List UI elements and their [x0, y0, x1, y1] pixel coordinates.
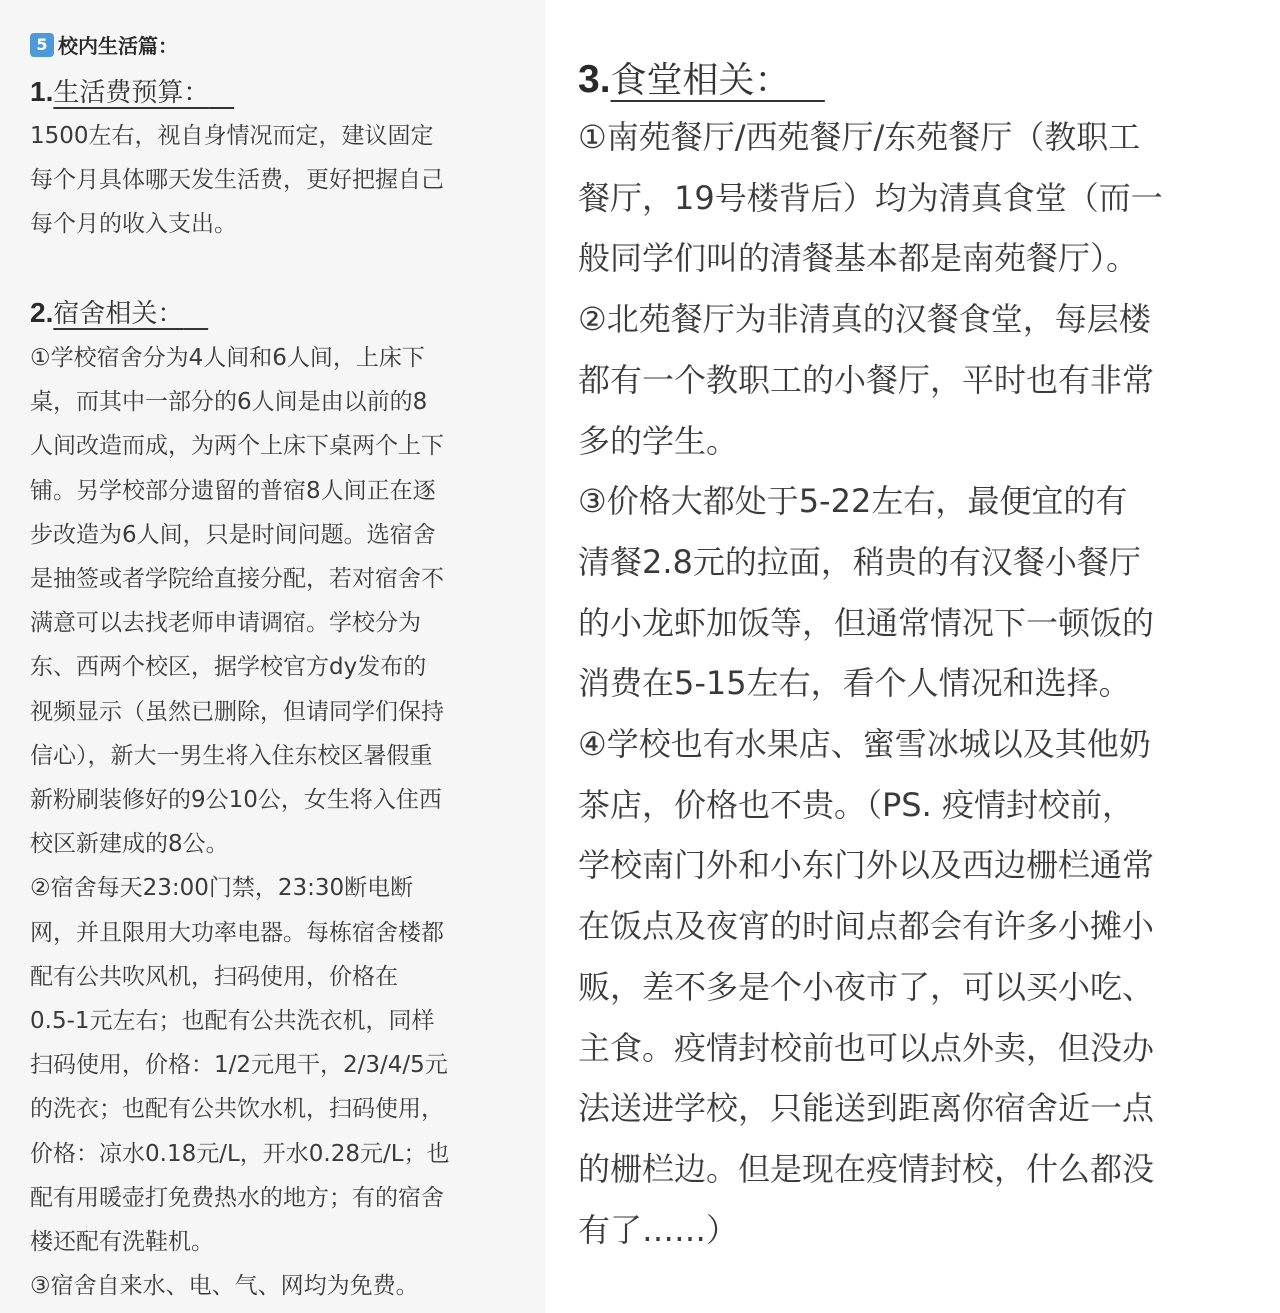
left-panel: [0, 0, 545, 1313]
dorm-paragraph: [30, 336, 520, 1308]
number-five-badge-icon: 5: [30, 33, 54, 57]
text-line: 0.5-1元左右；也配有公共洗衣机，同样: [30, 1008, 435, 1035]
text-line: ①南苑餐厅/西苑餐厅/东苑餐厅（教职工: [578, 118, 1141, 156]
dorm-heading-number: 2.: [30, 297, 54, 328]
text-line: 主食。疫情封校前也可以点外卖，但没办: [578, 1028, 1155, 1067]
text-line: 满意可以去找老师申请调宿。学校分为: [30, 610, 421, 637]
text-line: 配有公共吹风机，扫码使用，价格在: [30, 963, 398, 990]
text-line: 网，并且限用大功率电器。每栋宿舍楼都: [30, 919, 444, 946]
canteen-heading: [578, 52, 825, 103]
text-line: 步改造为6人间，只是时间问题。选宿舍: [30, 521, 436, 548]
text-line: 的小龙虾加饭等，但通常情况下一顿饭的: [578, 603, 1155, 642]
text-line: 校区新建成的8公。: [30, 831, 229, 858]
text-line: 东、西两个校区，据学校官方dy发布的: [30, 654, 427, 681]
dorm-heading: [30, 293, 208, 330]
text-line: 贩，差不多是个小夜市了，可以买小吃、: [578, 967, 1155, 1006]
text-line: 般同学们叫的清餐基本都是南苑餐厅）。: [578, 239, 1139, 278]
text-line: 桌，而其中一部分的6人间是由以前的8: [30, 389, 428, 416]
text-line: ③宿舍自来水、电、气、网均为免费。: [30, 1273, 419, 1300]
text-line: 信心），新大一男生将入住东校区暑假重: [30, 742, 433, 769]
budget-heading-number: 1.: [30, 76, 54, 107]
text-line: 每个月的收入支出。: [30, 211, 237, 238]
text-line: 多的学生。: [578, 421, 739, 460]
text-line: 有了……）: [578, 1210, 739, 1249]
text-line: 新粉刷装修好的9公10公，女生将入住西: [30, 787, 442, 814]
dorm-heading-label: 宿舍相关：: [53, 299, 184, 329]
text-line: 楼还配有洗鞋机。: [30, 1229, 214, 1256]
text-line: 都有一个教职工的小餐厅，平时也有非常: [578, 360, 1155, 399]
canteen-heading-number: 3.: [578, 58, 611, 101]
text-line: 法送进学校，只能送到距离你宿舍近一点: [578, 1089, 1155, 1128]
text-line: ①学校宿舍分为4人间和6人间，上床下: [30, 345, 425, 371]
section-header: [30, 30, 178, 59]
text-line: 的栅栏边。但是现在疫情封校，什么都没: [578, 1149, 1155, 1188]
text-line: ③价格大都处于5-22左右，最便宜的有: [578, 482, 1128, 521]
text-line: 的洗衣；也配有公共饮水机，扫码使用，: [30, 1096, 444, 1123]
text-line: 每个月具体哪天发生活费，更好把握自己: [30, 167, 444, 194]
text-line: ②宿舍每天23:00门禁，23:30断电断: [30, 875, 414, 902]
text-line: 1500左右，视自身情况而定，建议固定: [30, 123, 434, 149]
text-line: 是抽签或者学院给直接分配，若对宿舍不: [30, 566, 444, 593]
budget-heading: [30, 72, 234, 109]
text-line: 铺。另学校部分遗留的普宿8人间正在逐: [30, 477, 436, 504]
text-line: ④学校也有水果店、蜜雪冰城以及其他奶: [578, 725, 1151, 764]
canteen-paragraph: [578, 107, 1258, 1260]
text-line: ②北苑餐厅为非清真的汉餐食堂，每层楼: [578, 300, 1151, 339]
text-line: 人间改造而成，为两个上床下桌两个上下: [30, 433, 444, 460]
text-line: 视频显示（虽然已删除，但请同学们保持: [30, 698, 444, 725]
text-line: 消费在5-15左右，看个人情况和选择。: [578, 664, 1131, 703]
text-line: 清餐2.8元的拉面，稍贵的有汉餐小餐厅: [578, 542, 1141, 581]
budget-heading-label: 生活费预算：: [53, 78, 210, 108]
text-line: 茶店，价格也不贵。（PS. 疫情封校前，: [578, 785, 1134, 824]
text-line: 价格：凉水0.18元/L，开水0.28元/L；也: [30, 1140, 450, 1167]
text-line: 扫码使用，价格：1/2元甩干，2/3/4/5元: [30, 1052, 448, 1079]
text-line: 配有用暖壶打免费热水的地方；有的宿舍: [30, 1184, 444, 1211]
canteen-heading-label: 食堂相关：: [610, 60, 791, 101]
text-line: 学校南门外和小东门外以及西边栅栏通常: [578, 846, 1155, 885]
section-title: 校内生活篇：: [58, 34, 178, 58]
budget-paragraph: [30, 114, 520, 247]
text-line: 餐厅，19号楼背后）均为清真食堂（而一: [578, 178, 1163, 217]
text-line: 在饭点及夜宵的时间点都会有许多小摊小: [578, 907, 1155, 946]
